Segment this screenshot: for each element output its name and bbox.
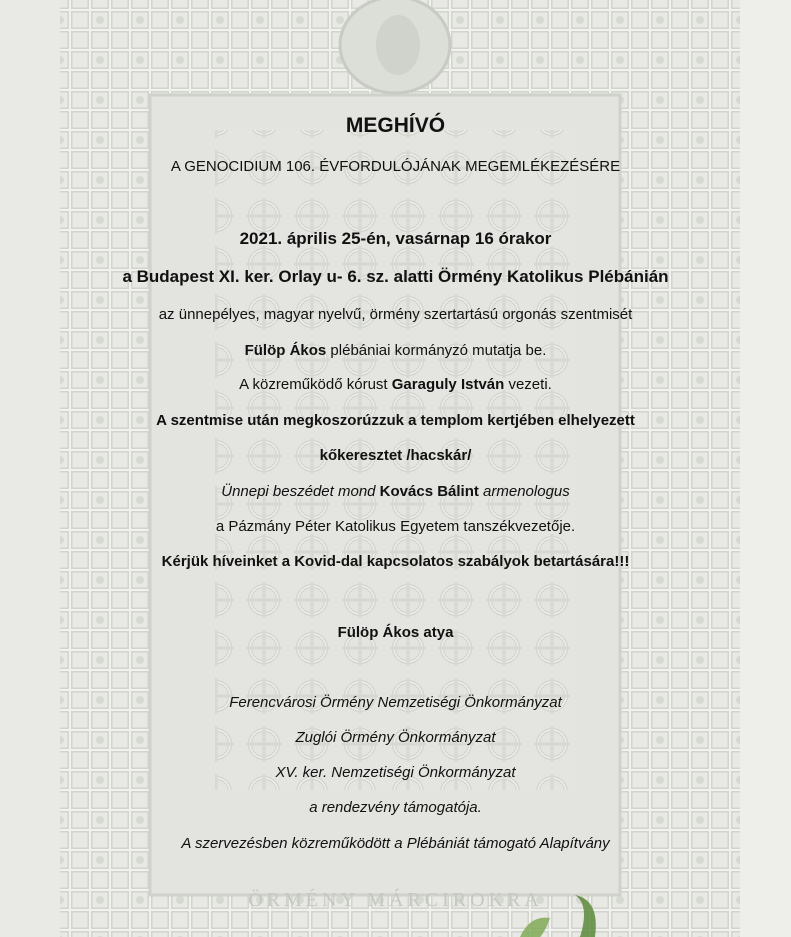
wreath-line-1: A szentmise után megkoszorúzzuk a templom kertjében elhelyezett [156,412,635,429]
signature: Fülöp Ákos atya [337,624,454,641]
speaker-title: a Pázmány Péter Katolikus Egyetem tanszékvezetője. [215,518,576,535]
stone-inscription: ÖRMÉNY MÁRCIROKRA [248,889,543,911]
supporter-3: XV. ker. Nemzetiségi Önkormányzat [275,764,516,781]
supporters-note: a rendezvény támogatója. [309,799,482,816]
mass-description: az ünnepélyes, magyar nyelvű, örmény szertartású orgonás szentmisét [158,306,633,323]
choir-line [0,375,791,395]
speech-line [0,482,791,502]
invitation-title: MEGHÍVÓ [345,114,446,137]
choir-text-before: A közreműködő kórust [239,376,392,393]
choir-director-name: Garaguly István [391,376,505,393]
speech-text-after: armenologus [478,483,570,500]
celebrant-role: plébániai kormányzó mutatja be. [326,342,547,359]
event-location: a Budapest XI. ker. Orlay u- 6. sz. alatti Örmény Katolikus Plébánián [122,267,669,286]
supporter-1: Ferencvárosi Örmény Nemzetiségi Önkormányzat [229,694,562,711]
celebrant-name: Fülöp Ákos [244,342,327,359]
speech-text-before: Ünnepi beszédet mond [221,483,380,500]
choir-text-after: vezeti. [504,376,552,393]
wreath-line-2: kőkeresztet /hacskár/ [319,447,472,464]
speaker-name: Kovács Bálint [379,483,479,500]
invitation-subtitle: A GENOCIDIUM 106. ÉVFORDULÓJÁNAK MEGEMLÉKEZÉSÉRE [170,158,621,175]
covid-notice: Kérjük híveinket a Kovid-dal kapcsolatos szabályok betartására!!! [161,553,630,570]
event-date-time: 2021. április 25-én, vasárnap 16 órakor [239,229,552,248]
organizer-note: A szervezésben közreműködött a Plébániát támogató Alapítvány [181,835,610,852]
celebrant-line [0,341,791,361]
supporter-2: Zuglói Örmény Önkormányzat [295,729,496,746]
